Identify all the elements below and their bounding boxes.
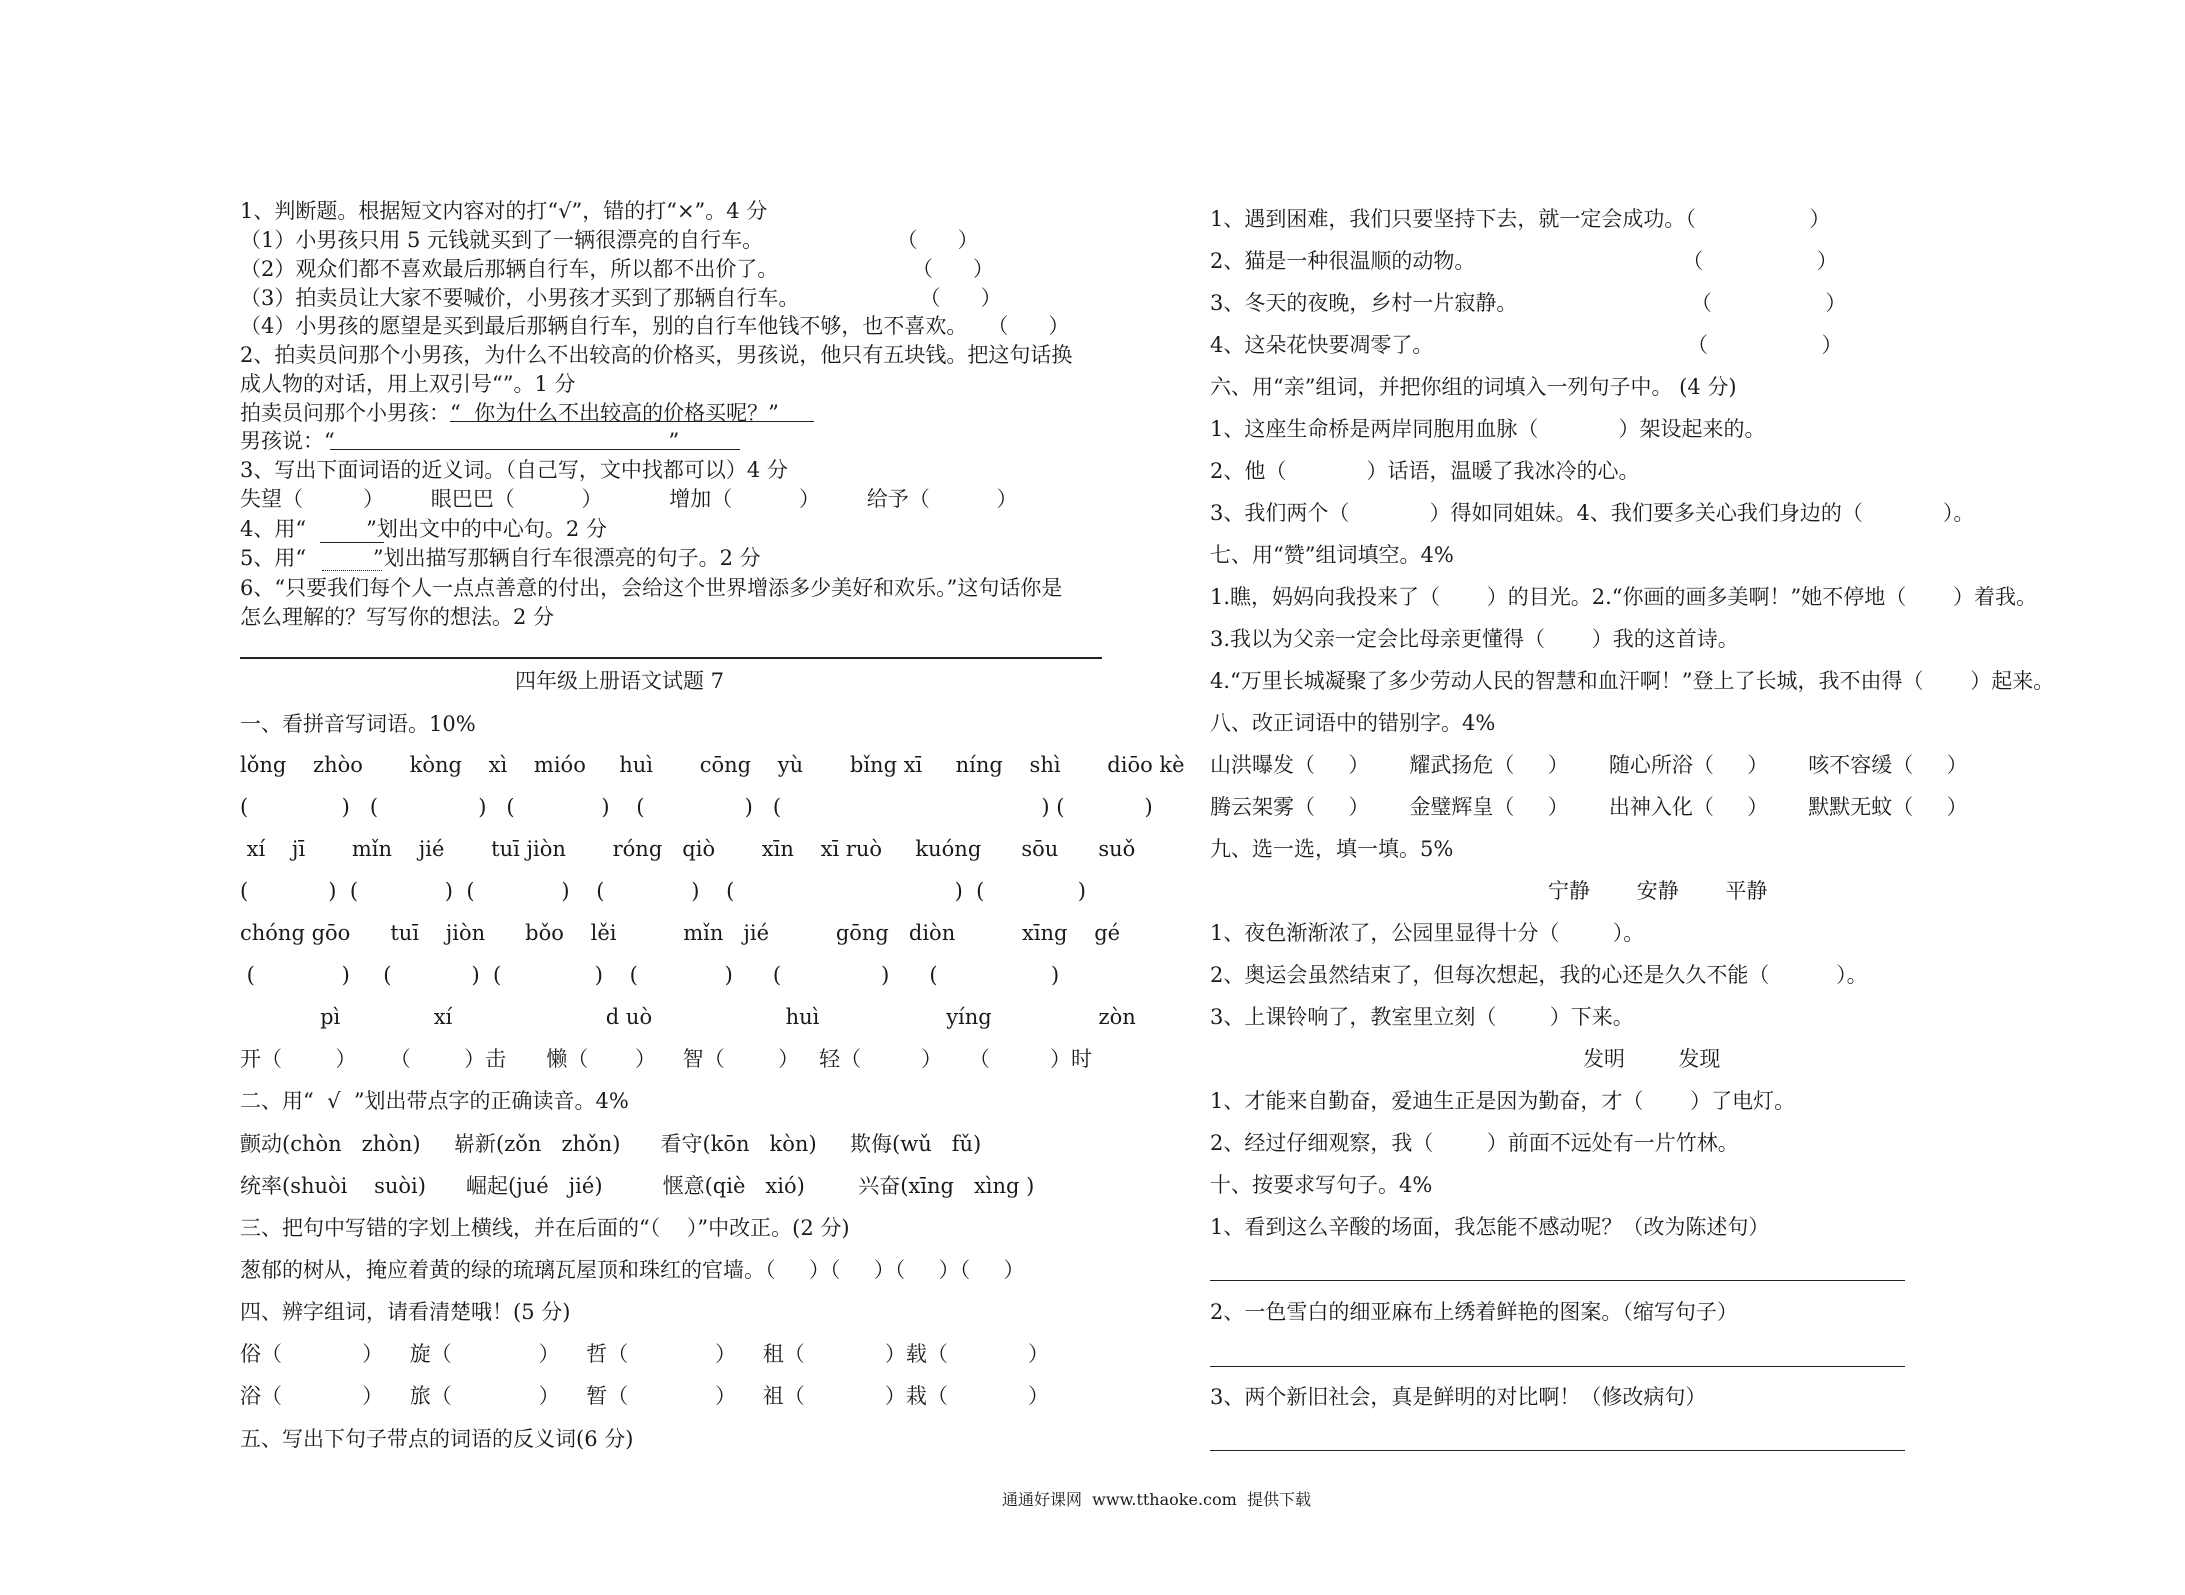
right-line-22: 2、经过仔细观察，我（ ）前面不远处有一片竹林。 [1210, 1131, 1739, 1155]
answer-line-3 [1210, 1450, 1905, 1451]
left-line-2: （2）观众们都不喜欢最后那辆自行车，所以都不出价了。 （ ） [240, 257, 994, 281]
right-line-20: 发明 发现 [1583, 1047, 1721, 1071]
right-line-4: 六、用“亲”组词，并把你组的词填入一列句子中。 (4 分) [1210, 375, 1737, 399]
right-line-17: 1、夜色渐渐浓了，公园里显得十分（ ）。 [1210, 921, 1645, 945]
right-line-19: 3、上课铃响了，教室里立刻（ ）下来。 [1210, 1005, 1634, 1029]
left-line-12: 5、用“ ”划出描写那辆自行车很漂亮的句子。2 分 [240, 546, 761, 570]
left-line-19: xí jī mǐn jié tuī jiòn róng qiò xīn xī ruò kuóng sōu suǒ [240, 837, 1136, 861]
right-line-26: 3、两个新旧社会，真是鲜明的对比啊！（修改病句） [1210, 1385, 1707, 1409]
left-line-6: 成人物的对话，用上双引号“”。1 分 [240, 372, 576, 396]
left-line-27: 统率(shuòi suòi) 崛起(jué jié) 惬意(qiè xió) 兴奋(xīng xìng ) [240, 1174, 1035, 1198]
left-line-18: ( ) ( ) ( ) ( ) ( ) ( ) [240, 795, 1153, 819]
right-line-6: 2、他（ ）话语，温暖了我冰冷的心。 [1210, 459, 1640, 483]
right-line-18: 2、奥运会虽然结束了，但每次想起，我的心还是久久不能（ ）。 [1210, 963, 1868, 987]
right-line-0: 1、遇到困难，我们只要坚持下去，就一定会成功。（ ） [1210, 207, 1831, 231]
left-line-5: 2、拍卖员问那个小男孩，为什么不出较高的价格买，男孩说，他只有五块钱。把这句话换 [240, 343, 1073, 367]
left-line-7: 拍卖员问那个小男孩：“ 你为什么不出较高的价格买呢？” [240, 401, 779, 425]
left-line-17: lǒng zhòo kòng xì mióo huì cōng yù bǐng xī níng shì diōo kè [240, 753, 1185, 777]
answer-underline-boy [330, 449, 740, 450]
left-line-11: 4、用“ ”划出文中的中心句。2 分 [240, 517, 607, 541]
left-line-25: 二、用“ √ ”划出带点字的正确读音。4% [240, 1089, 629, 1113]
left-line-16: 一、看拼音写词语。10% [240, 712, 476, 736]
left-line-1: （1）小男孩只用 5 元钱就买到了一辆很漂亮的自行车。 （ ） [240, 228, 979, 252]
left-line-10: 失望（ ） 眼巴巴（ ） 增加（ ） 给予（ ） [240, 487, 1018, 511]
right-line-23: 十、按要求写句子。4% [1210, 1173, 1433, 1197]
right-line-21: 1、才能来自勤奋，爱迪生正是因为勤奋，才（ ）了电灯。 [1210, 1089, 1796, 1113]
answer-underline-quote [450, 421, 814, 422]
right-line-7: 3、我们两个（ ）得如同姐妹。4、我们要多关心我们身边的（ ）。 [1210, 501, 1975, 525]
right-line-9: 1.瞧，妈妈向我投来了（ ）的目光。2.“你画的画多美啊！”她不停地（ ）着我。 [1210, 585, 2037, 609]
right-line-14: 腾云架雾（ ） 金璧辉皇（ ） 出神入化（ ） 默默无蚊（ ） [1210, 795, 1968, 819]
left-line-32: 浴（ ） 旅（ ） 暂（ ） 祖（ ）栽（ ） [240, 1384, 1049, 1408]
left-line-20: ( ) ( ) ( ) ( ) ( ) ( ) [240, 879, 1086, 903]
left-line-28: 三、把句中写错的字划上横线，并在后面的“（ ）”中改正。(2 分) [240, 1216, 850, 1240]
right-line-8: 七、用“赞”组词填空。4% [1210, 543, 1454, 567]
right-line-5: 1、这座生命桥是两岸同胞用血脉（ ）架设起来的。 [1210, 417, 1766, 441]
right-line-11: 4.“万里长城凝聚了多少劳动人民的智慧和血汗啊！”登上了长城，我不由得（ ）起来。 [1210, 669, 2055, 693]
left-line-4: （4）小男孩的愿望是买到最后那辆自行车，别的自行车他钱不够，也不喜欢。 （ ） [240, 314, 1070, 338]
right-line-24: 1、看到这么辛酸的场面，我怎能不感动呢？（改为陈述句） [1210, 1215, 1770, 1239]
right-line-25: 2、一色雪白的细亚麻布上绣着鲜艳的图案。（缩写句子） [1210, 1300, 1738, 1324]
right-line-15: 九、选一选，填一填。5% [1210, 837, 1454, 861]
left-line-31: 俗（ ） 旋（ ） 哲（ ） 租（ ）载（ ） [240, 1342, 1049, 1366]
answer-line-1 [1210, 1280, 1905, 1281]
sample-wavy-underline [322, 570, 382, 571]
right-line-3: 4、这朵花快要凋零了。 （ ） [1210, 333, 1843, 357]
left-line-29: 葱郁的树从，掩应着黄的绿的琉璃瓦屋顶和珠红的官墙。（ ）（ ）（ ）（ ） [240, 1258, 1025, 1282]
left-line-8: 男孩说：“ ” [240, 429, 680, 453]
left-line-9: 3、写出下面词语的近义词。（自己写，文中找都可以）4 分 [240, 458, 788, 482]
right-line-2: 3、冬天的夜晚，乡村一片寂静。 （ ） [1210, 291, 1847, 315]
left-line-15: 四年级上册语文试题 7 [515, 669, 725, 693]
left-line-0: 1、判断题。根据短文内容对的打“√”，错的打“×”。4 分 [240, 199, 768, 223]
left-line-30: 四、辨字组词，请看清楚哦！(5 分) [240, 1300, 571, 1324]
left-line-13: 6、“只要我们每个人一点点善意的付出，会给这个世界增添多少美好和欢乐。”这句话你是 [240, 576, 1063, 600]
left-line-14: 怎么理解的？写写你的想法。2 分 [240, 605, 555, 629]
left-line-23: pì xí d uò huì yíng zòn [240, 1005, 1136, 1029]
left-line-22: ( ) ( ) ( ) ( ) ( ) ( ) [240, 963, 1060, 987]
left-line-24: 开（ ） （ ）击 懒（ ） 智（ ） 轻（ ） （ ）时 [240, 1047, 1092, 1071]
sample-solid-underline [320, 542, 384, 543]
answer-line-2 [1210, 1366, 1905, 1367]
footer-credit: 通通好课网 www.tthaoke.com 提供下载 [1002, 1490, 1311, 1509]
left-line-21: chóng gōo tuī jiòn bǒo lěi mǐn jié gōng diòn xīng gé [240, 921, 1121, 945]
right-line-16: 宁静 安静 平静 [1548, 879, 1768, 903]
right-line-13: 山洪曝发（ ） 耀武扬危（ ） 随心所浴（ ） 咳不容缓（ ） [1210, 753, 1968, 777]
right-line-10: 3.我以为父亲一定会比母亲更懂得（ ）我的这首诗。 [1210, 627, 1739, 651]
left-line-3: （3）拍卖员让大家不要喊价，小男孩才买到了那辆自行车。 （ ） [240, 286, 1002, 310]
right-line-12: 八、改正词语中的错别字。4% [1210, 711, 1496, 735]
right-line-1: 2、猫是一种很温顺的动物。 （ ） [1210, 249, 1838, 273]
left-line-33: 五、写出下句子带点的词语的反义词(6 分) [240, 1427, 634, 1451]
left-line-26: 颤动(chòn zhòn) 崭新(zǒn zhǒn) 看守(kōn kòn) 欺侮(wǔ fǔ) [240, 1132, 982, 1156]
section-divider [240, 657, 1102, 659]
